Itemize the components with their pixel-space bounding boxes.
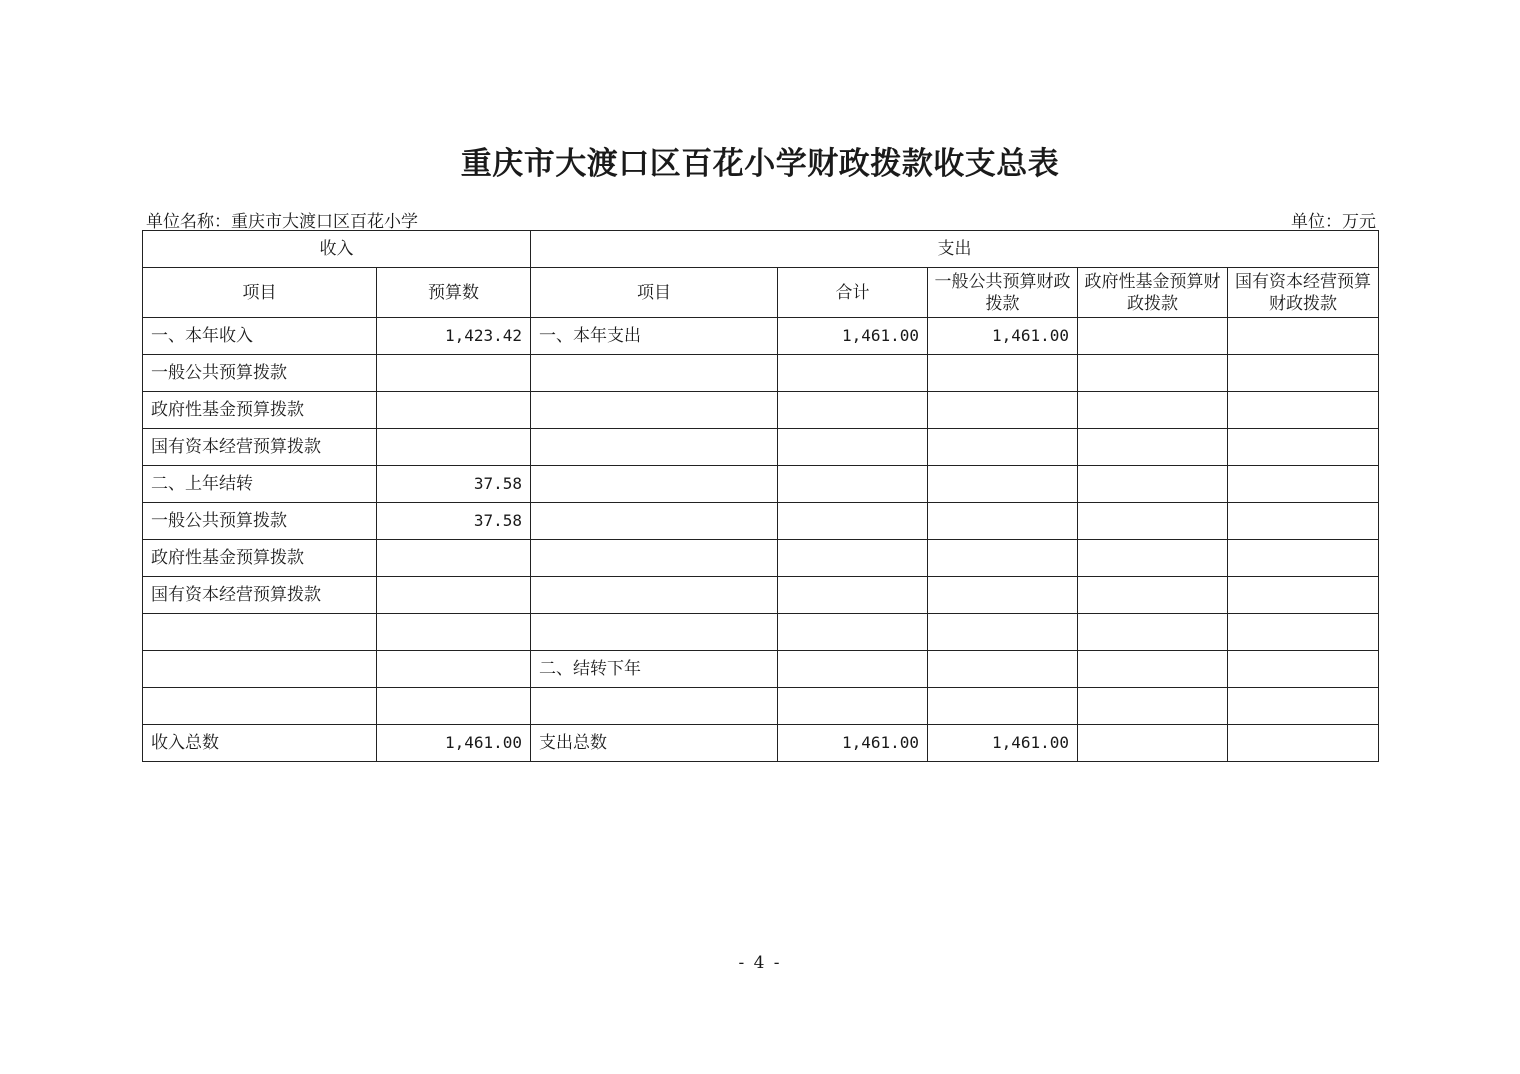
table-cell	[377, 614, 531, 651]
table-cell	[928, 688, 1078, 725]
table-cell	[1078, 577, 1228, 614]
table-cell	[531, 503, 778, 540]
table-cell	[377, 392, 531, 429]
table-cell	[1228, 466, 1379, 503]
table-cell	[1228, 429, 1379, 466]
table-cell: 一、本年支出	[531, 318, 778, 355]
col-item-expense: 项目	[531, 268, 778, 318]
table-cell: 1,461.00	[778, 318, 928, 355]
table-cell	[778, 466, 928, 503]
table-row	[143, 466, 1379, 503]
table-cell	[1078, 318, 1228, 355]
table-cell	[1228, 318, 1379, 355]
table-cell	[928, 429, 1078, 466]
unit-label: 单位：万元	[1291, 212, 1376, 232]
table-cell	[1228, 392, 1379, 429]
table-cell: 政府性基金预算拨款	[143, 392, 377, 429]
table-cell: 1,461.00	[928, 725, 1078, 762]
col-total: 合计	[778, 268, 928, 318]
page-number: - 4 -	[738, 953, 782, 973]
table-cell: 一般公共预算拨款	[143, 503, 377, 540]
table-cell	[531, 392, 778, 429]
table-cell	[778, 503, 928, 540]
table-cell	[1078, 540, 1228, 577]
table-row	[143, 318, 1379, 355]
col-general-budget: 一般公共预算财政拨款	[928, 268, 1078, 318]
table-cell	[928, 355, 1078, 392]
table-cell: 37.58	[377, 503, 531, 540]
table-cell	[778, 577, 928, 614]
table-cell	[143, 651, 377, 688]
table-cell	[377, 651, 531, 688]
table-cell	[143, 688, 377, 725]
table-cell	[1228, 614, 1379, 651]
table-cell	[531, 688, 778, 725]
table-cell	[1228, 503, 1379, 540]
table-cell: 二、上年结转	[143, 466, 377, 503]
income-header: 收入	[143, 231, 531, 268]
table-cell	[1078, 651, 1228, 688]
table-cell: 1,461.00	[377, 725, 531, 762]
table-row	[143, 688, 1379, 725]
table-cell	[778, 688, 928, 725]
table-cell: 支出总数	[531, 725, 778, 762]
table-cell: 国有资本经营预算拨款	[143, 577, 377, 614]
table-cell	[928, 503, 1078, 540]
table-cell	[1228, 725, 1379, 762]
table-cell	[1078, 688, 1228, 725]
table-header-row	[143, 231, 1379, 268]
expense-header: 支出	[531, 231, 1379, 268]
table-cell	[778, 540, 928, 577]
table-cell	[928, 577, 1078, 614]
table-cell	[1078, 725, 1228, 762]
table-cell: 政府性基金预算拨款	[143, 540, 377, 577]
table-cell: 1,461.00	[778, 725, 928, 762]
table-cell	[928, 392, 1078, 429]
table-cell: 37.58	[377, 466, 531, 503]
table-cell	[377, 688, 531, 725]
table-row	[143, 392, 1379, 429]
table-cell	[778, 429, 928, 466]
table-cell	[531, 466, 778, 503]
col-budget: 预算数	[377, 268, 531, 318]
table-row	[143, 614, 1379, 651]
table-cell	[778, 392, 928, 429]
table-cell	[531, 540, 778, 577]
table-cell	[1228, 651, 1379, 688]
table-cell	[928, 651, 1078, 688]
table-cell	[1078, 355, 1228, 392]
table-cell	[143, 614, 377, 651]
table-cell	[1078, 392, 1228, 429]
table-row	[143, 355, 1379, 392]
col-state-capital: 国有资本经营预算财政拨款	[1228, 268, 1379, 318]
table-row	[143, 725, 1379, 762]
table-row	[143, 429, 1379, 466]
table-cell	[531, 614, 778, 651]
col-gov-fund: 政府性基金预算财政拨款	[1078, 268, 1228, 318]
table-cell	[377, 355, 531, 392]
table-cell: 收入总数	[143, 725, 377, 762]
table-cell	[1228, 688, 1379, 725]
table-cell	[1228, 577, 1379, 614]
table-cell	[531, 577, 778, 614]
table-row	[143, 651, 1379, 688]
table-subheader-row	[143, 268, 1379, 318]
table-cell: 一、本年收入	[143, 318, 377, 355]
table-cell	[1078, 614, 1228, 651]
finance-table	[142, 230, 1379, 762]
table-cell: 国有资本经营预算拨款	[143, 429, 377, 466]
table-cell: 一般公共预算拨款	[143, 355, 377, 392]
table-cell: 二、结转下年	[531, 651, 778, 688]
table-cell	[928, 614, 1078, 651]
table-cell	[1078, 466, 1228, 503]
table-cell	[778, 355, 928, 392]
page-title: 重庆市大渡口区百花小学财政拨款收支总表	[460, 146, 1060, 182]
table-cell: 1,461.00	[928, 318, 1078, 355]
table-row	[143, 540, 1379, 577]
unit-name-label: 单位名称：重庆市大渡口区百花小学	[146, 212, 418, 232]
table-cell	[1078, 503, 1228, 540]
table-cell: 1,423.42	[377, 318, 531, 355]
table-cell	[928, 540, 1078, 577]
table-cell	[1228, 540, 1379, 577]
table-cell	[531, 429, 778, 466]
col-item-income: 项目	[143, 268, 377, 318]
table-cell	[1228, 355, 1379, 392]
table-cell	[778, 614, 928, 651]
table-row	[143, 577, 1379, 614]
table-cell	[928, 466, 1078, 503]
table-cell	[377, 429, 531, 466]
table-row	[143, 503, 1379, 540]
table-cell	[778, 651, 928, 688]
table-cell	[531, 355, 778, 392]
table-cell	[1078, 429, 1228, 466]
table-cell	[377, 540, 531, 577]
table-cell	[377, 577, 531, 614]
